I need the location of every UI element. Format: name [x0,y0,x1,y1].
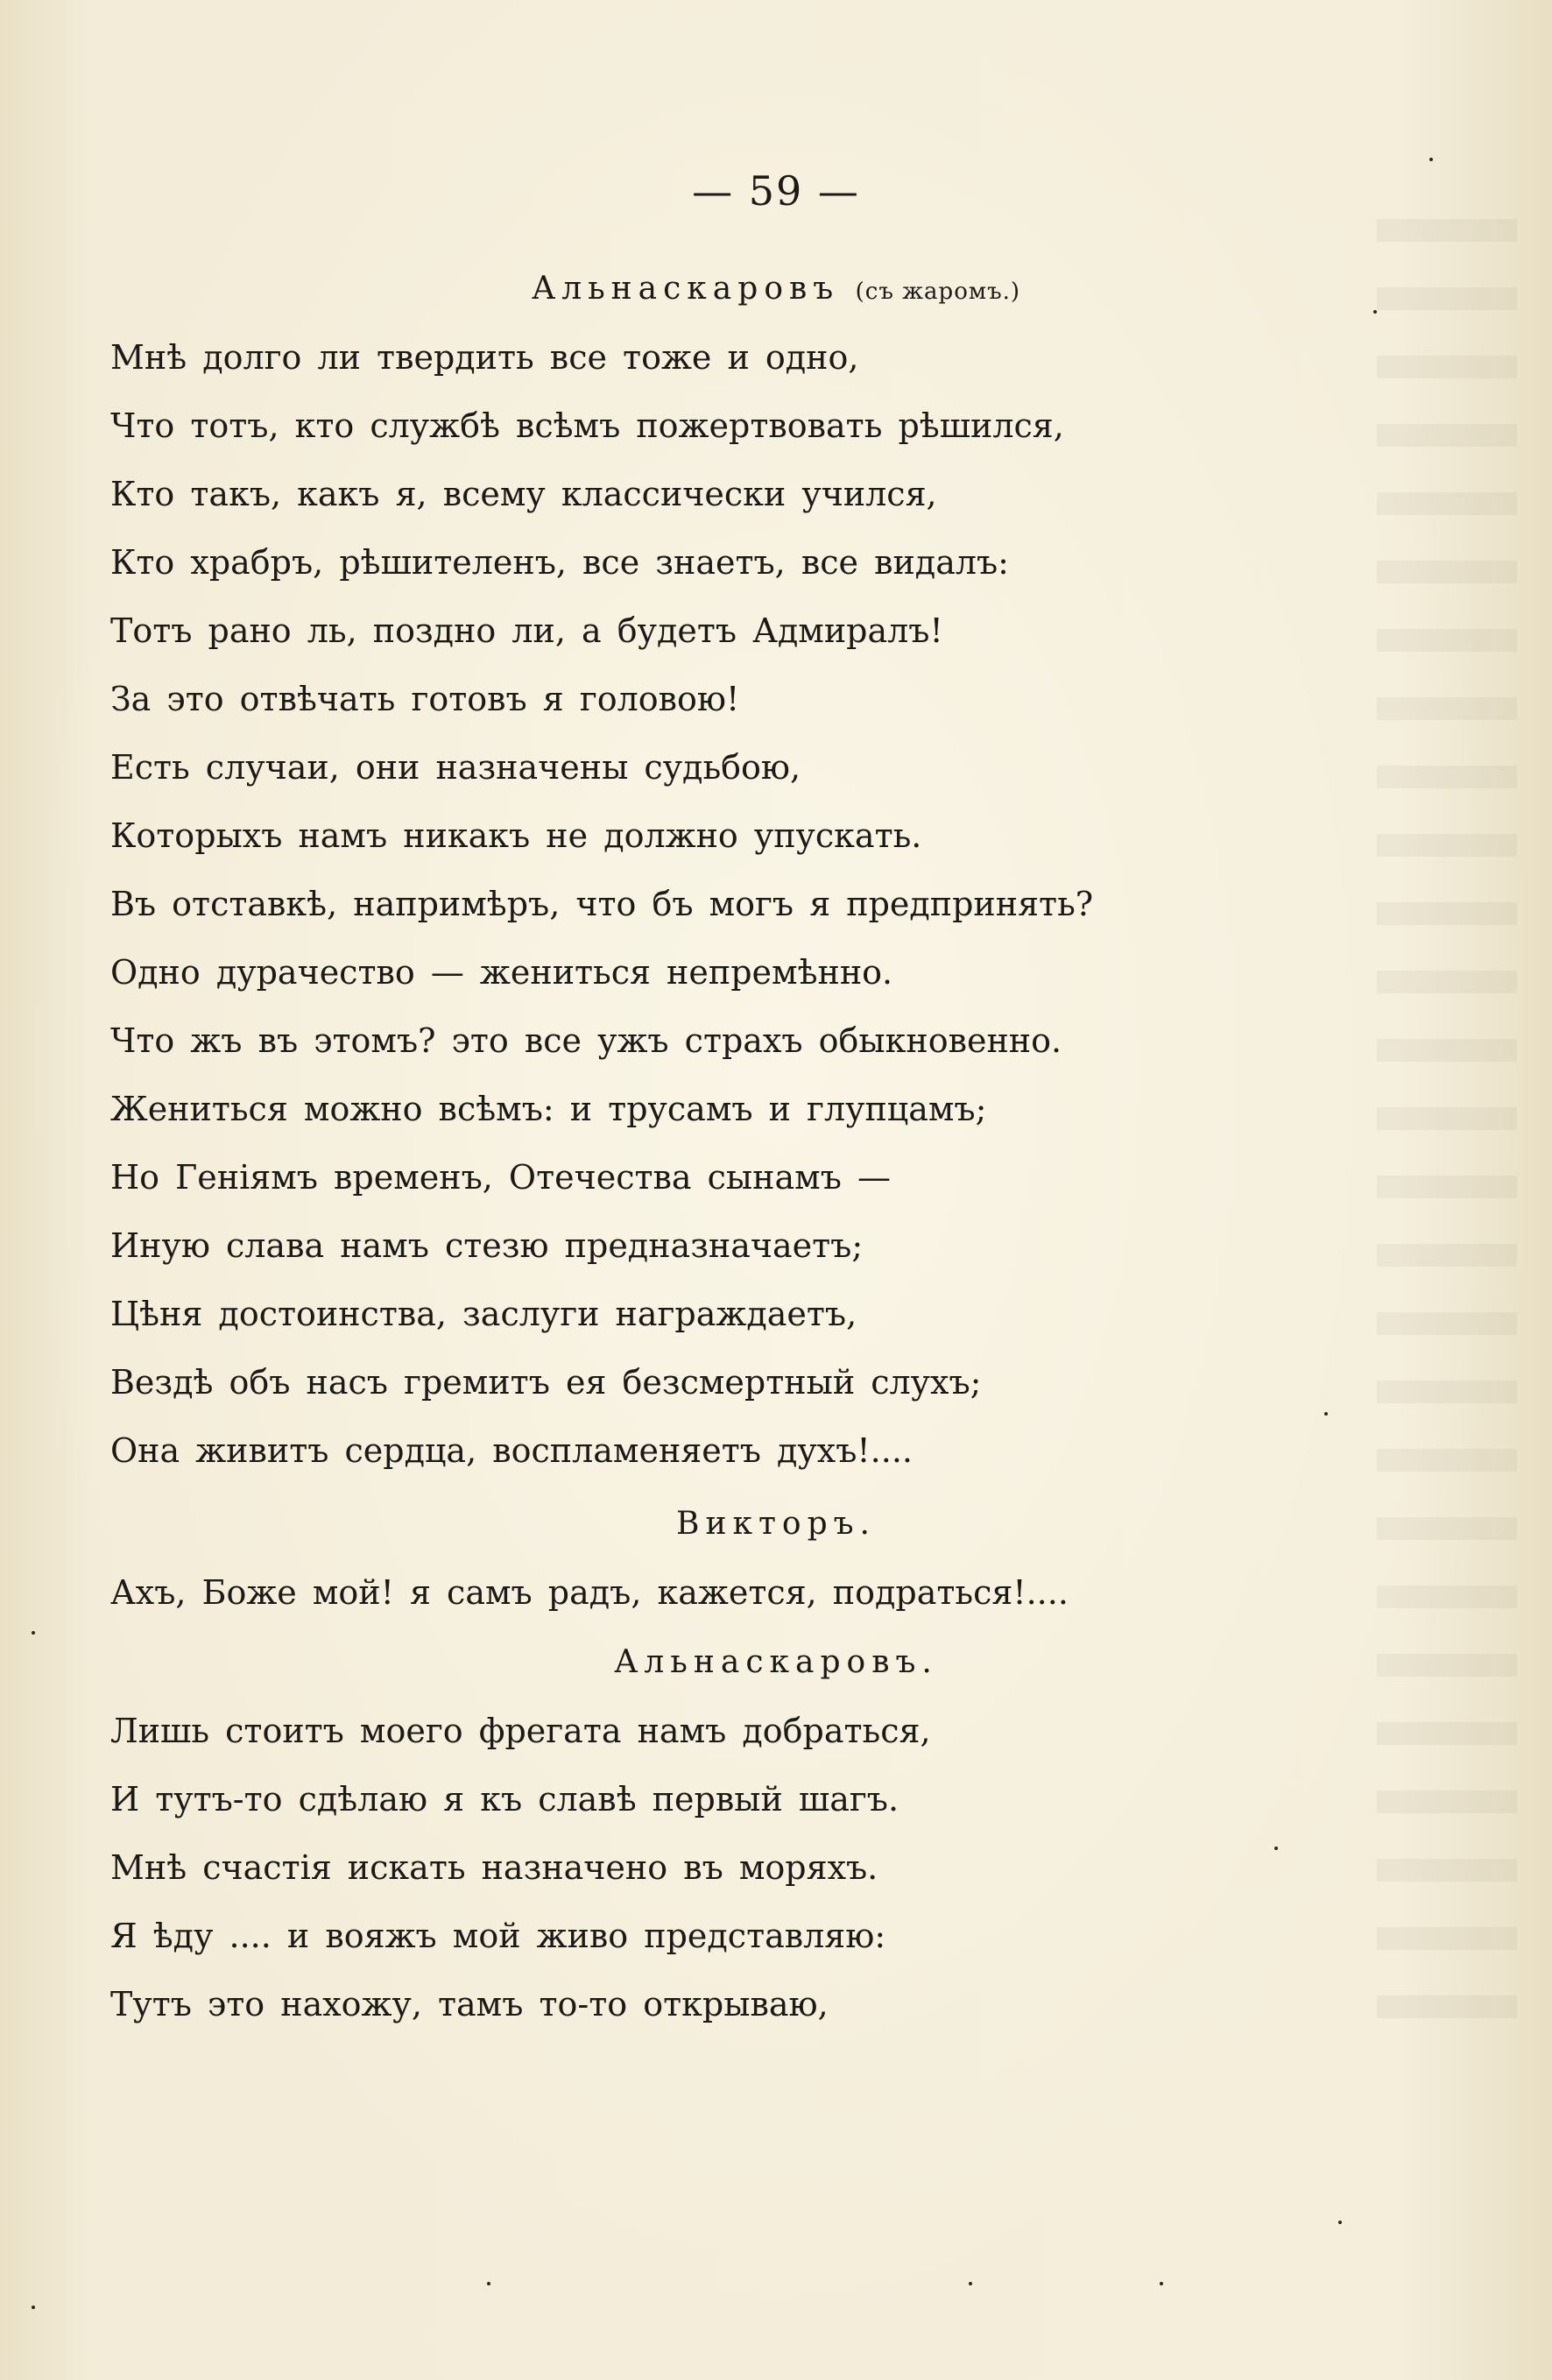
verse-line: Кто такъ, какъ я, всему классически учился, [110,475,937,513]
verse-line: Мнѣ долго ли твердить все тоже и одно, [110,338,859,377]
verse-line: Иную слава намъ стезю предназначаетъ; [110,1226,864,1265]
verse-line: Что жъ въ этомъ? это все ужъ страхъ обыкновенно. [110,1021,1062,1060]
verse-line: Что тотъ, кто службѣ всѣмъ пожертвовать рѣшился, [110,406,1064,445]
verse-line: Тотъ рано ль, поздно ли, а будетъ Адмиралъ! [110,611,943,650]
paper-speck [1373,310,1377,314]
paper-speck [969,2282,972,2285]
verse-line: Ахъ, Боже мой! я самъ радъ, кажется, подраться!.... [110,1573,1069,1612]
paper-speck [487,2282,490,2285]
verse-line: Есть случаи, они назначены судьбою, [110,748,801,787]
speaker-heading [0,265,1552,316]
paper-speck [1274,1847,1278,1850]
paper-speck [32,1631,35,1635]
speaker-heading [0,1638,1552,1687]
verse-line: Она живитъ сердца, воспламеняетъ духъ!.... [110,1431,913,1470]
verse-line: И тутъ-то сдѣлаю я къ славѣ первый шагъ. [110,1780,899,1819]
verse-line: За это отвѣчать готовъ я головою! [110,680,740,718]
paper-speck [1429,158,1433,161]
verse-line: Которыхъ намъ никакъ не должно упускать. [110,816,922,855]
verse-line: Кто храбръ, рѣшителенъ, все знаетъ, все видалъ: [110,543,1009,582]
verse-line: Одно дурачество — жениться непремѣнно. [110,953,893,992]
verse-line: Но Геніямъ временъ, Отечества сынамъ — [110,1158,891,1197]
verse-line: Цѣня достоинства, заслуги награждаетъ, [110,1295,857,1333]
speaker-name: Викторъ. [676,1506,876,1542]
verse-line: Я ѣду .... и вояжъ мой живо представляю: [110,1917,886,1955]
paper-speck [1160,2282,1163,2285]
verse-line: Лишь стоитъ моего фрегата намъ добраться, [110,1712,931,1750]
speaker-name: Альнаскаровъ [531,271,840,307]
paper-speck [1338,2221,1342,2224]
verse-line: Тутъ это нахожу, тамъ то-то открываю, [110,1985,829,2023]
paper-speck [32,2306,35,2309]
page-number: — 59 — [692,167,860,215]
stage-direction: (съ жаромъ.) [855,279,1021,305]
verse-line: Жениться можно всѣмъ: и трусамъ и глупцамъ; [110,1090,987,1128]
bleed-through-text [1377,219,1517,2059]
speaker-name: Альнаскаровъ. [614,1644,938,1680]
verse-line: Мнѣ счастія искать назначено въ моряхъ. [110,1848,878,1887]
speaker-heading [0,1500,1552,1549]
verse-line: Вездѣ объ насъ гремитъ ея безсмертный слухъ; [110,1363,982,1402]
paper-speck [1324,1412,1328,1416]
verse-line: Въ отставкѣ, напримѣръ, что бъ могъ я предпринять? [110,885,1094,923]
